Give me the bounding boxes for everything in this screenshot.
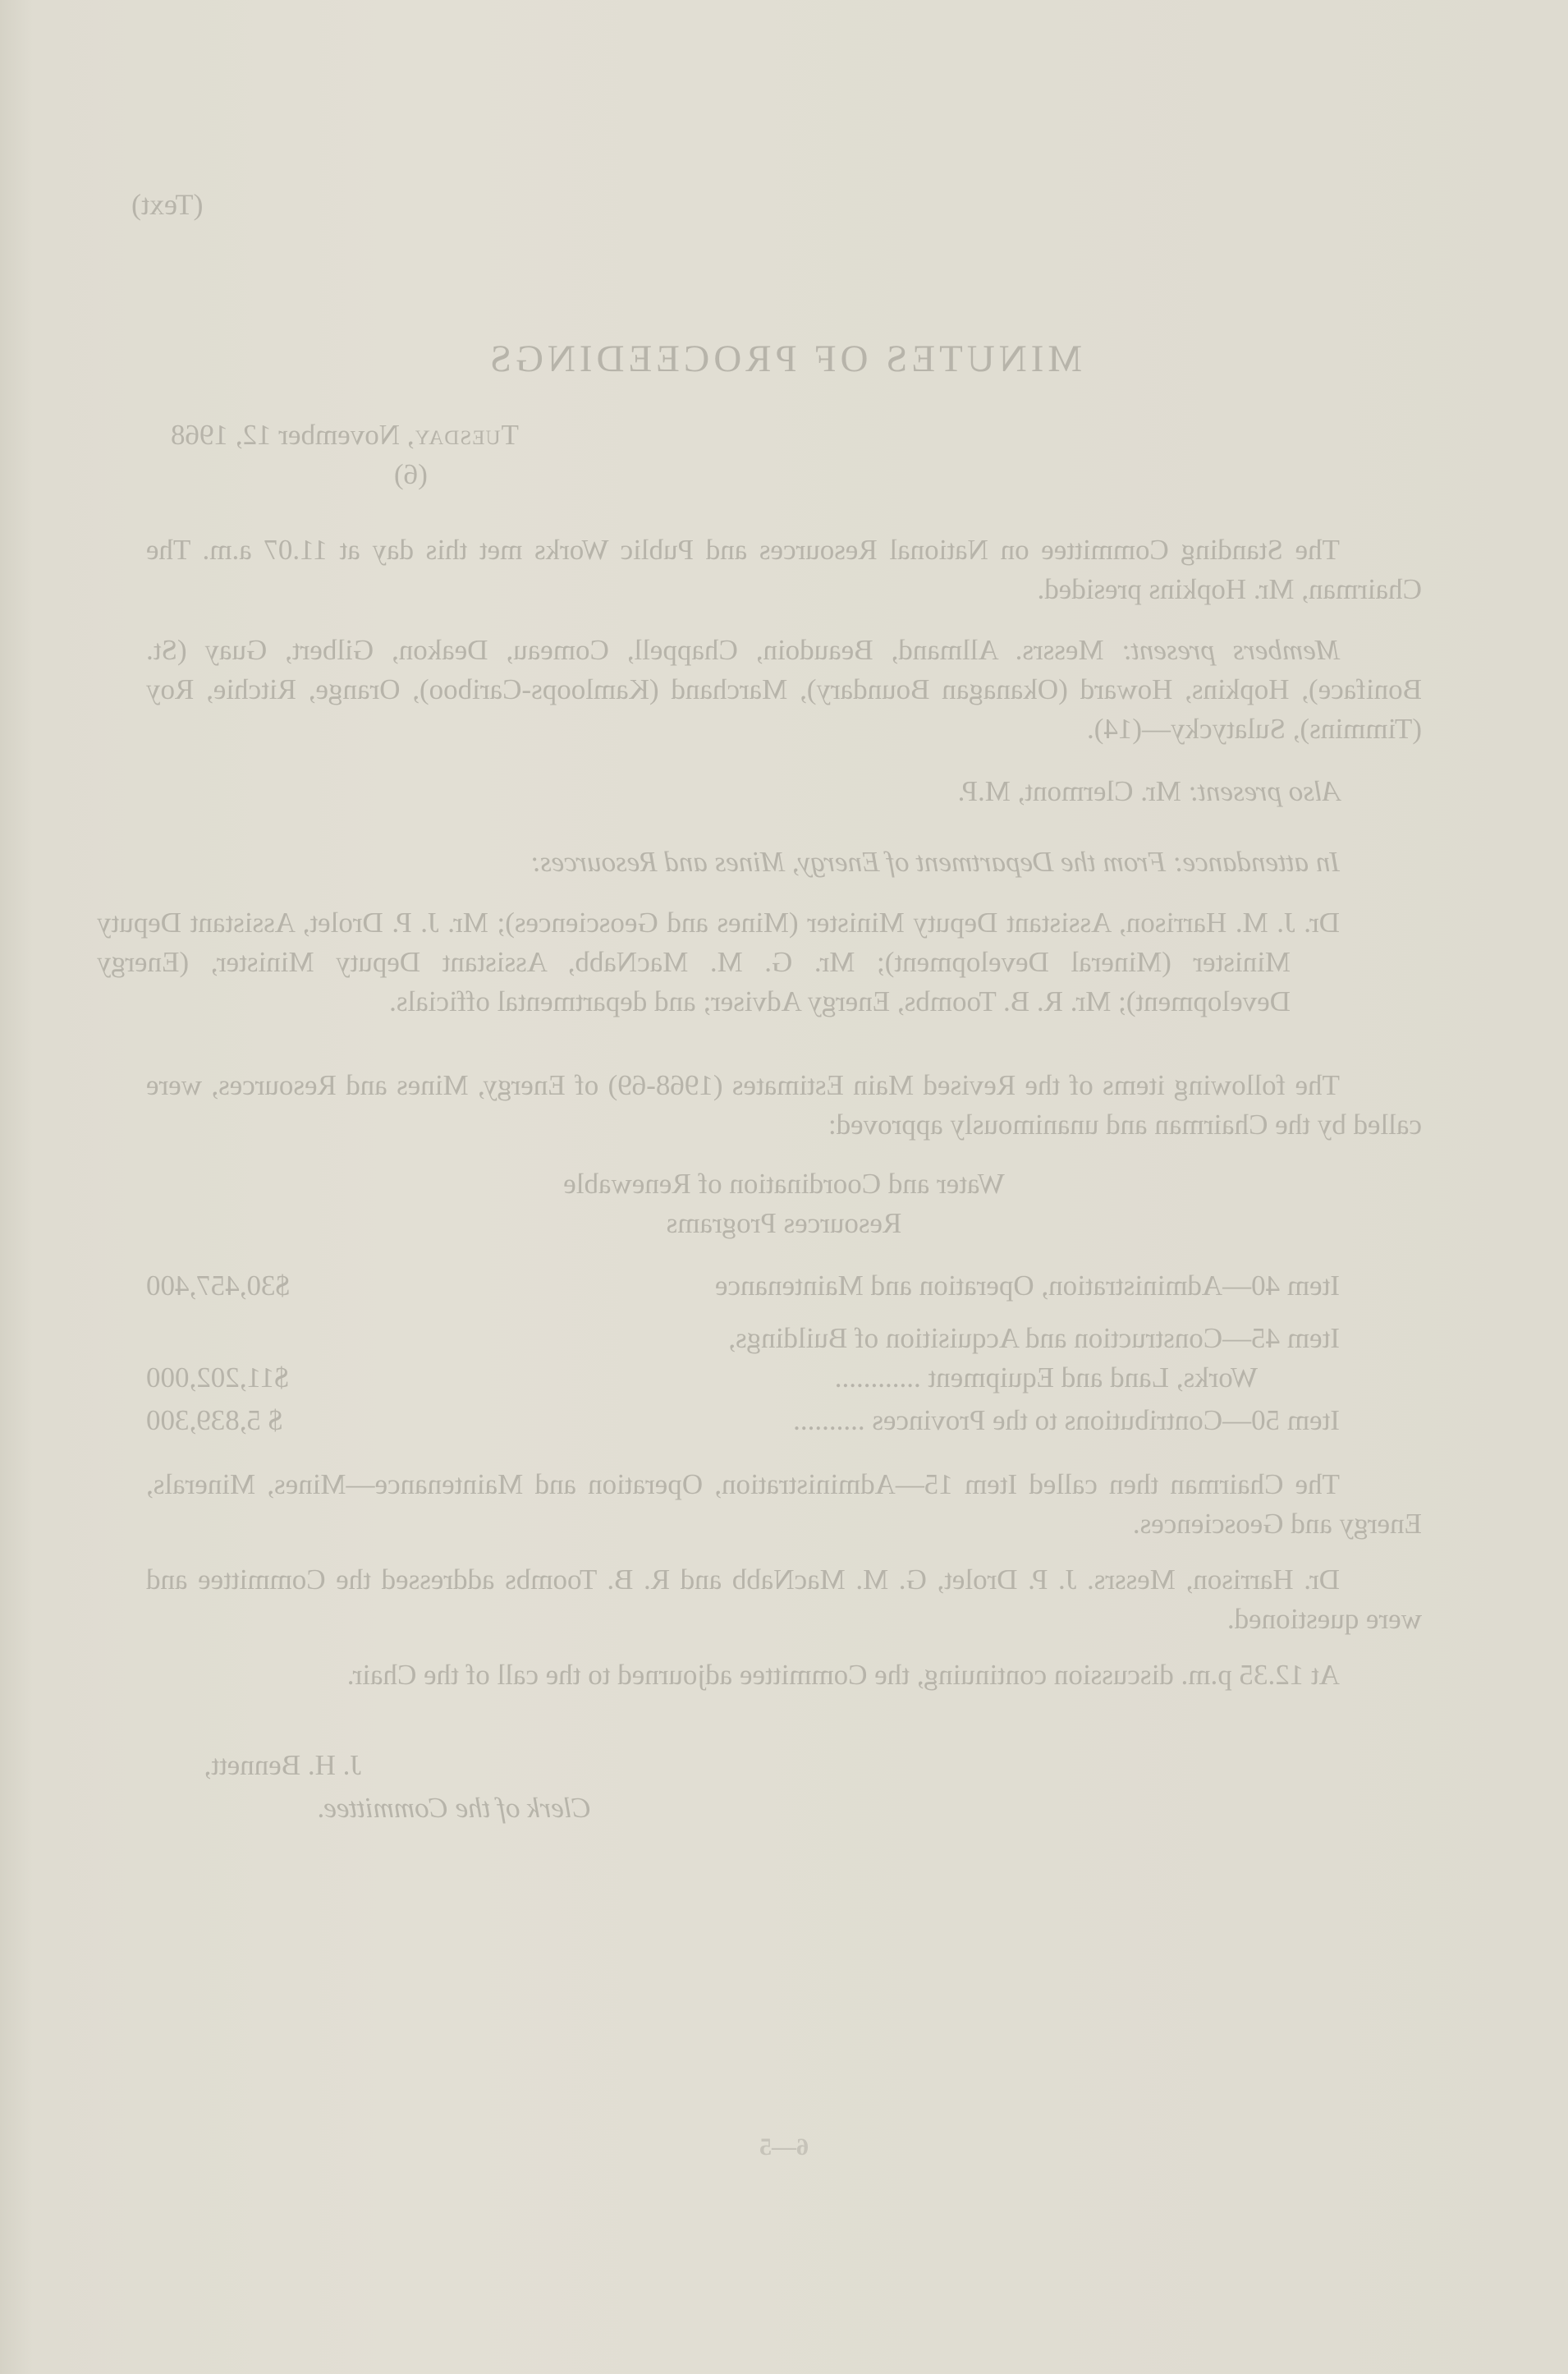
also-present-text: Mr. Clermont, M.P. <box>957 775 1181 807</box>
called-paragraph: The Chairman then called Item 15—Administration, Operation and Maintenance—Mines, Minerals, Energy and Geosciences. <box>146 1468 1422 1540</box>
also-present-paragraph <box>146 772 1422 811</box>
adjourned-paragraph: At 12.35 p.m. discussion continuing, the Committee adjourned to the call of the Chair. <box>346 1659 1340 1691</box>
item-50-label: Item 50—Contributions to the Provinces .......... <box>793 1404 1340 1436</box>
date-day: Tuesday <box>414 419 519 451</box>
section-heading-line-1: Water and Coordination of Renewable <box>563 1168 1005 1200</box>
attendance-paragraph <box>146 843 1422 882</box>
items-intro-paragraph: The following items of the Revised Main Estimates (1968-69) of Energy, Mines and Resources, were called by the Chairman and unanimously approved: <box>146 1069 1422 1141</box>
attendance-label: In attendance: <box>1172 846 1340 878</box>
date-value: , November 12, 1968 <box>171 419 415 451</box>
members-paragraph <box>146 631 1422 749</box>
attendance-text: From the Department of Energy, Mines and Resources: <box>530 846 1167 878</box>
item-45-amount: $11,202,000 <box>146 1361 289 1394</box>
page-title: MINUTES OF PROCEEDINGS <box>485 338 1083 380</box>
questioned-paragraph: Dr. Harrison, Messrs. J. P. Drolet, G. M. MacNabb and R. B. Toombs addressed the Committee and were questioned. <box>146 1564 1422 1635</box>
estimates-item-45 <box>0 1322 1568 1404</box>
estimates-item-40 <box>0 1270 1568 1311</box>
page-number: 6—5 <box>759 2133 809 2160</box>
item-40-label: Item 40—Administration, Operation and Maintenance <box>714 1270 1340 1302</box>
clerk-name: J. H. Bennett, <box>204 1749 361 1781</box>
members-list: Messrs. Allmand, Beaudoin, Chappell, Comeau, Deakon, Gilbert, Guay (St. Boniface), Hopkins, Howard (Okanagan Boundary), Marchand (Kamloops-Cariboo), Orange, Ritchie, Roy (Timmins), Sulatycky—(14). <box>146 634 1422 745</box>
clerk-role: Clerk of the Committee. <box>316 1792 591 1824</box>
estimates-item-50 <box>0 1404 1568 1445</box>
item-45-label-line-2: Works, Land and Equipment ............ <box>834 1361 1258 1394</box>
date-line <box>171 419 519 452</box>
item-45-label-line-1: Item 45—Construction and Acquisition of Buildings, <box>728 1322 1340 1354</box>
meeting-number: (6) <box>394 458 428 490</box>
item-50-amount: $ 5,839,300 <box>146 1404 283 1436</box>
item-40-amount: $30,457,400 <box>146 1270 290 1302</box>
also-present-label: Also present: <box>1188 775 1340 807</box>
officials-paragraph: Dr. J. M. Harrison, Assistant Deputy Minister (Mines and Geosciences); Mr. J. P. Drolet, Assistant Deputy Minister (Mineral Development); Mr. G. M. MacNabb, Assistant Deputy Minister, (Energy Development); Mr. R. B. Toombs, Energy Adviser; and departmental officials. <box>97 907 1340 1017</box>
members-label: Members present: <box>1121 634 1340 666</box>
text-marker: (Text) <box>131 188 204 221</box>
section-heading-line-2: Resources Programs <box>666 1207 902 1239</box>
opening-paragraph: The Standing Committee on National Resources and Public Works met this day at 11.07 a.m. The Chairman, Mr. Hopkins presided. <box>146 534 1422 605</box>
